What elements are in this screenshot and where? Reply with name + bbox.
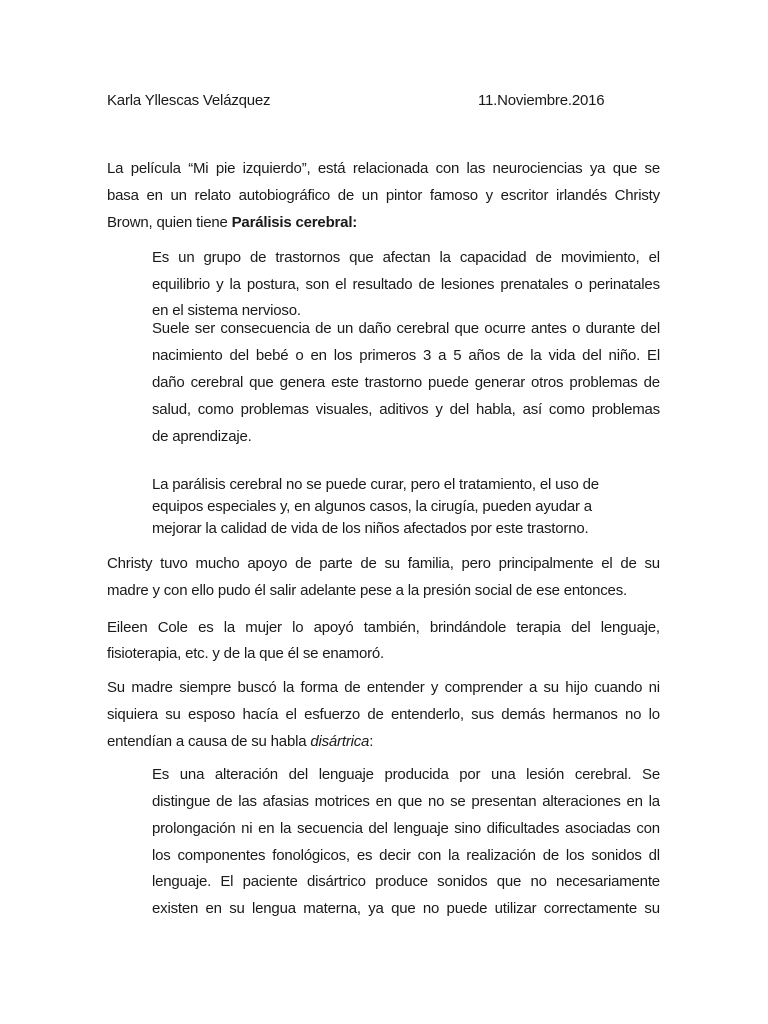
word: como — [197, 401, 234, 418]
word: buscó — [237, 679, 277, 696]
word: habla, — [475, 401, 516, 418]
word: una — [179, 766, 205, 783]
word: en — [146, 187, 163, 204]
word: autobiográfico — [238, 187, 331, 204]
definition-paralisis-line — [152, 347, 660, 365]
word: pero — [461, 555, 491, 572]
word: relacionada — [352, 160, 429, 177]
word: lo — [292, 619, 304, 636]
definition-disartria-line — [152, 900, 660, 918]
word: generar — [474, 374, 526, 391]
word: 3 — [423, 347, 432, 364]
word: lesiones — [440, 276, 495, 293]
word: cerebral — [190, 374, 244, 391]
word: problemas — [569, 374, 638, 391]
word: una — [491, 766, 516, 783]
word: postura, — [246, 276, 300, 293]
paralisis-cerebral-heading: Parálisis cerebral: — [231, 214, 358, 231]
word: relato — [194, 187, 231, 204]
word: no — [530, 873, 547, 890]
definition-paralisis-line — [152, 320, 660, 338]
word: este — [331, 374, 359, 391]
word: también, — [363, 619, 420, 636]
word: los — [333, 347, 353, 364]
mother-line-3 — [107, 733, 373, 751]
word: la — [439, 249, 451, 266]
word: su — [165, 706, 181, 723]
word: madre — [131, 679, 173, 696]
word: ya — [589, 160, 606, 177]
treatment-line: La parálisis cerebral no se puede curar, pero el tratamiento, el uso de — [152, 476, 599, 493]
word: película — [130, 160, 181, 177]
author-name: Karla Yllescas Velázquez — [107, 92, 271, 109]
word: componentes — [177, 847, 266, 864]
word: de — [295, 555, 312, 572]
word: un — [336, 320, 354, 337]
word: Christy — [614, 187, 660, 204]
word: daño — [358, 320, 392, 337]
word: Su — [107, 679, 125, 696]
intro-line-1 — [107, 160, 660, 178]
treatment-line: equipos especiales y, en algunos casos, la cirugía, pueden ayudar a — [152, 498, 592, 515]
mother-line-3-colon: : — [369, 733, 374, 750]
word: lenguaje — [318, 766, 374, 783]
word: lenguaje, — [600, 619, 660, 636]
word: y — [216, 276, 224, 293]
word: puede — [428, 374, 469, 391]
word: principalmente — [498, 555, 594, 572]
definition-disartria-line — [152, 820, 660, 838]
word: entender — [366, 679, 425, 696]
word: la — [223, 619, 236, 636]
word: que — [349, 249, 374, 266]
intro-line-3-text: Brown, quien tiene — [107, 214, 232, 231]
word: lengua — [252, 900, 296, 917]
word: Es — [152, 249, 170, 266]
word: consecuencia — [220, 320, 310, 337]
word: brindándole — [429, 619, 507, 636]
word: con — [435, 160, 460, 177]
definition-disartria-line — [152, 793, 660, 811]
word: afectan — [382, 249, 431, 266]
word: resultado — [352, 276, 413, 293]
word: problemas — [240, 401, 309, 418]
word: puede — [446, 900, 488, 917]
word: alteración — [214, 766, 278, 783]
word: El — [647, 347, 660, 364]
word: de — [507, 347, 524, 364]
word: de — [249, 249, 267, 266]
word: 5 — [453, 347, 462, 364]
word: parte — [319, 555, 353, 572]
word: del — [640, 320, 660, 337]
word: hijo — [565, 679, 588, 696]
word: hacía — [242, 706, 279, 723]
word: problemas — [591, 401, 660, 418]
word: trastornos — [275, 249, 341, 266]
word: Es — [152, 766, 170, 783]
word: famoso — [429, 187, 478, 204]
word: del — [449, 401, 470, 418]
word: su — [384, 555, 400, 572]
family-line: madre y con ello pudo él salir adelante pese a la presión social de ese entonces. — [107, 582, 627, 599]
word: el — [648, 249, 660, 266]
word: cerebral. — [574, 766, 632, 783]
word: forma — [300, 679, 338, 696]
word: o — [295, 347, 304, 364]
word: izquierdo”, — [242, 160, 311, 177]
word: del — [571, 619, 591, 636]
word: del — [368, 820, 388, 837]
word: lenguaje. — [152, 873, 212, 890]
word: lesión — [526, 766, 565, 783]
word: de — [315, 320, 332, 337]
word: el — [285, 706, 297, 723]
word: los — [565, 847, 585, 864]
eileen-line — [107, 619, 660, 637]
word: Christy — [107, 555, 153, 572]
definition-disartria-line — [152, 847, 660, 865]
word: lenguaje — [393, 820, 449, 837]
word: grupo — [203, 249, 241, 266]
word: la — [282, 679, 295, 696]
word: a — [438, 347, 447, 364]
definition-paralisis-line: de aprendizaje. — [152, 428, 252, 445]
definition-paralisis-line — [152, 249, 660, 267]
word: demás — [501, 706, 546, 723]
disartrica-term: disártrica — [310, 733, 370, 750]
word: del — [582, 347, 602, 364]
word: del — [288, 766, 309, 783]
word: mujer — [245, 619, 282, 636]
word: vida — [548, 347, 576, 364]
word: distingue — [152, 793, 211, 810]
word: producida — [384, 766, 449, 783]
word: no — [422, 900, 440, 917]
word: siquiera — [107, 706, 158, 723]
word: La — [107, 160, 124, 177]
word: familia, — [407, 555, 454, 572]
document-date: 11.Noviembre.2016 — [478, 92, 605, 109]
word: motrices — [314, 793, 370, 810]
word: en — [258, 820, 275, 837]
word: y — [430, 679, 439, 696]
word: prolongación — [152, 820, 236, 837]
word: su — [543, 679, 559, 696]
treatment-line: mejorar la calidad de vida de los niños afectados por este trastorno. — [152, 520, 589, 537]
word: fonológicos, — [272, 847, 350, 864]
word: las — [466, 160, 486, 177]
word: que — [454, 320, 479, 337]
word: el — [601, 555, 613, 572]
word: así — [522, 401, 542, 418]
word: la — [648, 793, 660, 810]
word: no — [624, 706, 642, 723]
word: cerebral — [396, 320, 450, 337]
definition-paralisis-line — [152, 276, 660, 294]
word: de — [344, 679, 361, 696]
word: Se — [642, 766, 660, 783]
word: y — [485, 187, 493, 204]
mother-line-1 — [107, 679, 660, 697]
word: en — [626, 793, 643, 810]
word: ni — [648, 679, 660, 696]
word: bebé — [255, 347, 289, 364]
word: sino — [454, 820, 481, 837]
word: no — [427, 793, 445, 810]
word: en — [310, 347, 327, 364]
word: otros — [531, 374, 564, 391]
mother-line-2 — [107, 706, 660, 724]
word: “Mi — [188, 160, 209, 177]
word: capacidad — [459, 249, 527, 266]
word: movimiento, — [560, 249, 640, 266]
word: paciente — [242, 873, 298, 890]
word: ser — [194, 320, 216, 337]
definition-paralisis-line: en el sistema nervioso. — [152, 302, 301, 319]
word: durante — [585, 320, 636, 337]
word: mucho — [195, 555, 240, 572]
word: sonidos — [437, 873, 488, 890]
word: existen — [152, 900, 199, 917]
word: que — [249, 374, 274, 391]
word: un — [170, 187, 187, 204]
word: de — [535, 249, 552, 266]
word: la — [229, 276, 241, 293]
word: de — [367, 706, 384, 723]
word: produce — [375, 873, 428, 890]
word: irlandés — [555, 187, 607, 204]
word: un — [178, 249, 195, 266]
word: se — [450, 793, 466, 810]
word: neurociencias — [492, 160, 583, 177]
word: ya — [368, 900, 384, 917]
word: ni — [241, 820, 253, 837]
word: Eileen — [107, 619, 148, 636]
word: la — [448, 847, 460, 864]
word: daño — [152, 374, 185, 391]
word: ocurre — [484, 320, 526, 337]
definition-paralisis-line — [152, 374, 660, 392]
word: a — [528, 679, 538, 696]
word: cuando — [594, 679, 643, 696]
word: siempre — [179, 679, 232, 696]
word: basa — [107, 187, 139, 204]
word: los — [152, 847, 171, 864]
word: el — [335, 276, 347, 293]
word: nacimiento — [152, 347, 223, 364]
word: años — [468, 347, 501, 364]
word: de — [216, 793, 233, 810]
word: Cole — [157, 619, 188, 636]
word: lo — [648, 706, 660, 723]
word: prenatales — [500, 276, 569, 293]
word: decir — [379, 847, 411, 864]
word: de — [542, 847, 559, 864]
word: escritor — [500, 187, 549, 204]
word: de — [620, 555, 637, 572]
word: con — [417, 847, 442, 864]
word: de — [418, 276, 435, 293]
word: genera — [279, 374, 326, 391]
word: se — [644, 160, 660, 177]
word: secuencia — [296, 820, 363, 837]
word: materna, — [303, 900, 361, 917]
word: Suele — [152, 320, 190, 337]
word: o — [572, 320, 581, 337]
word: apoyó — [313, 619, 354, 636]
word: niño. — [608, 347, 641, 364]
word: su — [644, 555, 660, 572]
word: son — [305, 276, 330, 293]
word: trastorno — [364, 374, 423, 391]
word: salud, — [152, 401, 191, 418]
word: afasias — [262, 793, 309, 810]
word: perinatales — [588, 276, 660, 293]
word: comprender — [444, 679, 523, 696]
word: visuales, — [315, 401, 373, 418]
word: y — [435, 401, 443, 418]
word: de — [643, 374, 660, 391]
intro-line-2 — [107, 187, 660, 205]
word: en — [205, 900, 222, 917]
word: un — [361, 187, 379, 204]
word: apoyo — [247, 555, 288, 572]
word: está — [317, 160, 346, 177]
word: realización — [466, 847, 536, 864]
word: alteraciones — [542, 793, 621, 810]
word: en — [375, 793, 392, 810]
word: aditivos — [379, 401, 429, 418]
word: pintor — [385, 187, 423, 204]
word: que — [397, 793, 423, 810]
word: esposo — [188, 706, 236, 723]
word: es — [198, 619, 214, 636]
word: la — [280, 820, 292, 837]
word: del — [229, 347, 249, 364]
word: esfuerzo — [304, 706, 361, 723]
eileen-line: fisioterapia, etc. y de la que él se enamoró. — [107, 645, 384, 662]
word: antes — [531, 320, 567, 337]
word: hermanos — [552, 706, 618, 723]
word: de — [360, 555, 377, 572]
definition-disartria-line — [152, 766, 660, 784]
word: asociadas — [564, 820, 631, 837]
word: de — [337, 187, 355, 204]
word: sonidos — [591, 847, 642, 864]
word: entenderlo, — [390, 706, 464, 723]
definition-disartria-line — [152, 873, 660, 891]
definition-paralisis-line — [152, 401, 660, 419]
word: es — [356, 847, 373, 864]
word: tuvo — [160, 555, 188, 572]
word: o — [574, 276, 583, 293]
word: que — [391, 900, 416, 917]
word: El — [220, 873, 234, 890]
mother-line-3-text: entendían a causa de su habla — [107, 733, 311, 750]
intro-line-3 — [107, 214, 357, 232]
word: que — [612, 160, 638, 177]
word: dificultades — [486, 820, 560, 837]
word: terapia — [516, 619, 561, 636]
word: la — [530, 347, 542, 364]
word: disártrico — [306, 873, 366, 890]
word: dl — [648, 847, 660, 864]
word: su — [644, 900, 660, 917]
word: utilizar — [494, 900, 537, 917]
word: correctamente — [543, 900, 638, 917]
word: por — [459, 766, 481, 783]
word: que — [496, 873, 522, 890]
word: su — [229, 900, 245, 917]
word: presentan — [471, 793, 537, 810]
word: equilibrio — [152, 276, 211, 293]
word: con — [636, 820, 660, 837]
word: como — [548, 401, 585, 418]
word: pie — [215, 160, 236, 177]
word: necesariamente — [556, 873, 660, 890]
word: primeros — [359, 347, 417, 364]
word: sus — [471, 706, 494, 723]
word: las — [238, 793, 257, 810]
family-line — [107, 555, 660, 573]
